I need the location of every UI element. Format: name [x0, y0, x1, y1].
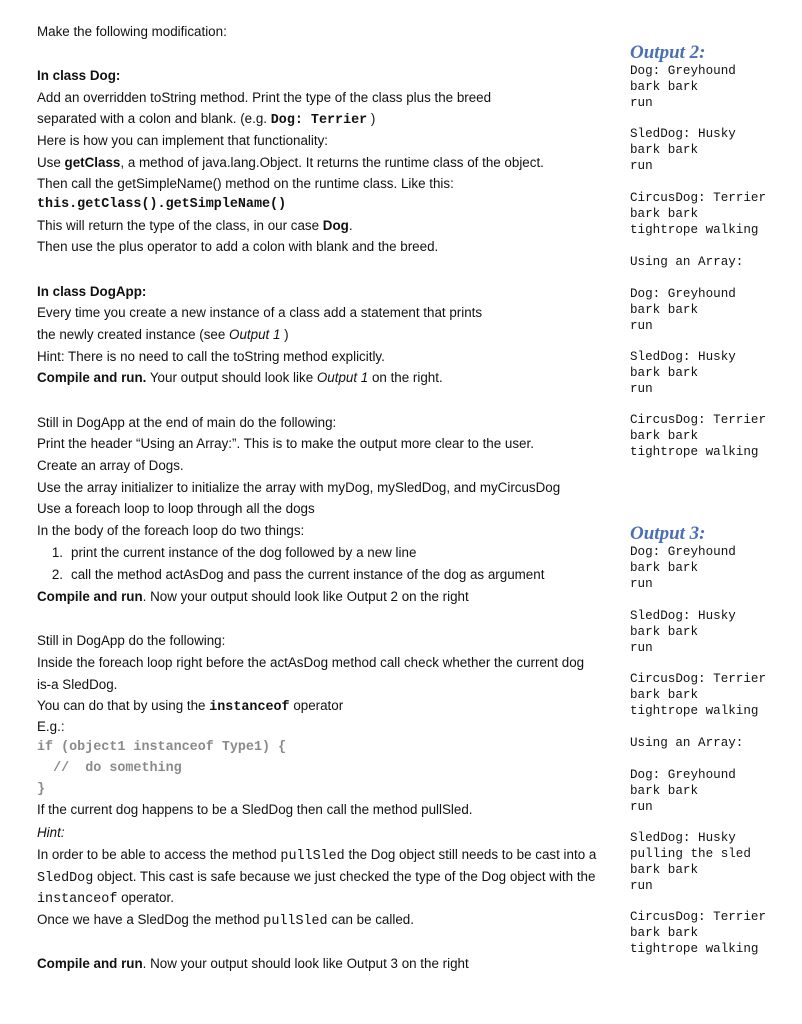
output-line: Dog: Greyhound	[630, 545, 736, 559]
instanceof-line-6-a: In order to be able to access the method	[37, 847, 281, 862]
output-line: SledDog: Husky	[630, 609, 736, 623]
dogapp-line-4-a: Your output should look like	[146, 370, 317, 385]
instanceof-line-8-a: operator.	[117, 890, 174, 905]
dog-line-6	[37, 217, 353, 235]
output-line: run	[630, 577, 653, 591]
output-line: Dog: Greyhound	[630, 287, 736, 301]
instanceof-line-7-a: object. This cast is safe because we just checked the type of the Dog object with the	[93, 869, 596, 884]
instanceof-line-4	[37, 697, 343, 717]
output-line: SledDog: Husky	[630, 831, 736, 845]
instanceof-line-9-a: Once we have a SledDog the method	[37, 912, 264, 927]
dog-line-3: Here is how you can implement that functionality:	[37, 133, 329, 148]
output-line: run	[630, 800, 653, 814]
output-line: bark bark	[630, 80, 699, 94]
instanceof-line-10-a: . Now your output should look like Output 3 on the right	[142, 956, 469, 971]
output-line: CircusDog: Terrier	[630, 672, 767, 686]
dog-line-4	[37, 154, 544, 172]
output-line: run	[630, 879, 653, 893]
instanceof-line-3: is-a SledDog.	[37, 677, 118, 692]
dogapp-heading: In class DogApp:	[37, 284, 147, 299]
array-line-1: Still in DogApp at the end of main do the following:	[37, 415, 337, 430]
instanceof-line-9-b: can be called.	[327, 912, 414, 927]
list-item-text: call the method actAsDog and pass the current instance of the dog as argument	[71, 567, 545, 582]
example-code-3: }	[37, 782, 46, 797]
dog-line-4-a: Use	[37, 155, 65, 170]
output-line: bark bark	[630, 366, 699, 380]
instanceof-line-4-a: You can do that by using the	[37, 698, 210, 713]
dog-line-2-b: )	[370, 111, 376, 126]
output-line: bark bark	[630, 207, 699, 221]
dog-line-4-bold: getClass	[64, 155, 121, 170]
array-line-7-bold: Compile and run	[37, 589, 143, 604]
array-line-4: Use the array initializer to initialize the array with myDog, mySledDog, and myCircusDog	[37, 480, 561, 495]
output-line: bark bark	[630, 143, 699, 157]
example-code-2: // do something	[37, 761, 182, 776]
output-line: SledDog: Husky	[630, 127, 736, 141]
output-line: CircusDog: Terrier	[630, 910, 767, 924]
output-2-title: Output 2:	[630, 42, 706, 63]
output-line: bark bark	[630, 303, 699, 317]
array-list-item-1	[37, 544, 416, 562]
array-line-2: Print the header “Using an Array:”. This is to make the output more clear to the user.	[37, 436, 534, 451]
instanceof-line-2: Inside the foreach loop right before the actAsDog method call check whether the current dog	[37, 655, 585, 670]
array-line-5: Use a foreach loop to loop through all the dogs	[37, 501, 315, 516]
array-list-item-2	[37, 566, 544, 584]
dog-line-2	[37, 110, 375, 130]
output-line: tightrope walking	[630, 445, 759, 459]
instanceof-line-7	[37, 868, 595, 888]
output-line: bark bark	[630, 561, 699, 575]
dogapp-line-2-italic: Output 1	[229, 327, 281, 342]
dogapp-line-2-a: the newly created instance (see	[37, 327, 230, 342]
output-line: run	[630, 319, 653, 333]
instanceof-line-1: Still in DogApp do the following:	[37, 633, 226, 648]
output-line: bark bark	[630, 688, 699, 702]
instanceof-line-10	[37, 955, 469, 973]
output-line: run	[630, 641, 653, 655]
instanceof-line-7-code: SledDog	[37, 871, 94, 886]
instanceof-line-8-code: instanceof	[37, 892, 118, 907]
output-line: tightrope walking	[630, 942, 759, 956]
dog-line-6-a: This will return the type of the class, in our case	[37, 218, 323, 233]
intro-text: Make the following modification:	[37, 24, 227, 39]
dogapp-line-2-b: )	[280, 327, 289, 342]
list-item-text: print the current instance of the dog followed by a new line	[71, 545, 417, 560]
dog-line-2-code: Dog: Terrier	[270, 113, 368, 128]
list-number: 2.	[51, 567, 63, 582]
example-code-1: if (object1 instanceof Type1) {	[37, 740, 287, 755]
output-line: Using an Array:	[630, 736, 744, 750]
dog-line-1: Add an overridden toString method. Print the type of the class plus the breed	[37, 90, 492, 105]
dogapp-line-3: Hint: There is no need to call the toString method explicitly.	[37, 349, 385, 364]
output-3-title: Output 3:	[630, 523, 706, 544]
hint-label: Hint:	[37, 825, 65, 840]
output-line: run	[630, 159, 653, 173]
dog-line-6-b: .	[348, 218, 353, 233]
output-line: bark bark	[630, 429, 699, 443]
dogapp-line-4-b: on the right.	[368, 370, 443, 385]
list-number: 1.	[51, 545, 63, 560]
output-line: bark bark	[630, 625, 699, 639]
instanceof-line-8	[37, 889, 174, 909]
output-line: bark bark	[630, 926, 699, 940]
dogapp-line-1: Every time you create a new instance of a class add a statement that prints	[37, 305, 483, 320]
dog-line-2-a: separated with a colon and blank. (e.g.	[37, 111, 271, 126]
array-line-3: Create an array of Dogs.	[37, 458, 184, 473]
output-line: tightrope walking	[630, 223, 759, 237]
instanceof-line-4-b: operator	[289, 698, 344, 713]
instanceof-line-10-bold: Compile and run	[37, 956, 143, 971]
dog-line-4-b: , a method of java.lang.Object. It returns the runtime class of the object.	[120, 155, 544, 170]
dogapp-line-2	[37, 326, 289, 344]
output-line: run	[630, 96, 653, 110]
array-line-7-a: . Now your output should look like Output 2 on the right	[142, 589, 469, 604]
instanceof-line-5: If the current dog happens to be a SledDog then call the method pullSled.	[37, 802, 473, 817]
output-line: Using an Array:	[630, 255, 744, 269]
output-line: Dog: Greyhound	[630, 64, 736, 78]
output-line: tightrope walking	[630, 704, 759, 718]
instanceof-line-9	[37, 911, 414, 931]
eg-label: E.g.:	[37, 719, 65, 734]
dog-heading: In class Dog:	[37, 68, 121, 83]
dogapp-line-4-bold: Compile and run.	[37, 370, 147, 385]
dog-line-5: Then call the getSimpleName() method on the runtime class. Like this:	[37, 176, 454, 191]
instanceof-line-9-code: pullSled	[263, 914, 328, 929]
output-line: CircusDog: Terrier	[630, 413, 767, 427]
dog-line-6-bold: Dog	[322, 218, 349, 233]
output-line: bark bark	[630, 863, 699, 877]
output-line: pulling the sled	[630, 847, 751, 861]
dog-code: this.getClass().getSimpleName()	[37, 197, 287, 212]
array-line-6: In the body of the foreach loop do two things:	[37, 523, 305, 538]
array-line-7	[37, 588, 469, 606]
output-line: CircusDog: Terrier	[630, 191, 767, 205]
output-line: run	[630, 382, 653, 396]
instanceof-line-6-code: pullSled	[280, 849, 345, 864]
dogapp-line-4-italic: Output 1	[316, 370, 369, 385]
instanceof-line-6-b: the Dog object still needs to be cast into a	[344, 847, 597, 862]
output-line: bark bark	[630, 784, 699, 798]
instanceof-line-6	[37, 846, 596, 866]
output-line: Dog: Greyhound	[630, 768, 736, 782]
dogapp-line-4	[37, 369, 443, 387]
dog-line-7: Then use the plus operator to add a colon with blank and the breed.	[37, 239, 439, 254]
output-line: SledDog: Husky	[630, 350, 736, 364]
instanceof-line-4-code: instanceof	[209, 700, 290, 715]
